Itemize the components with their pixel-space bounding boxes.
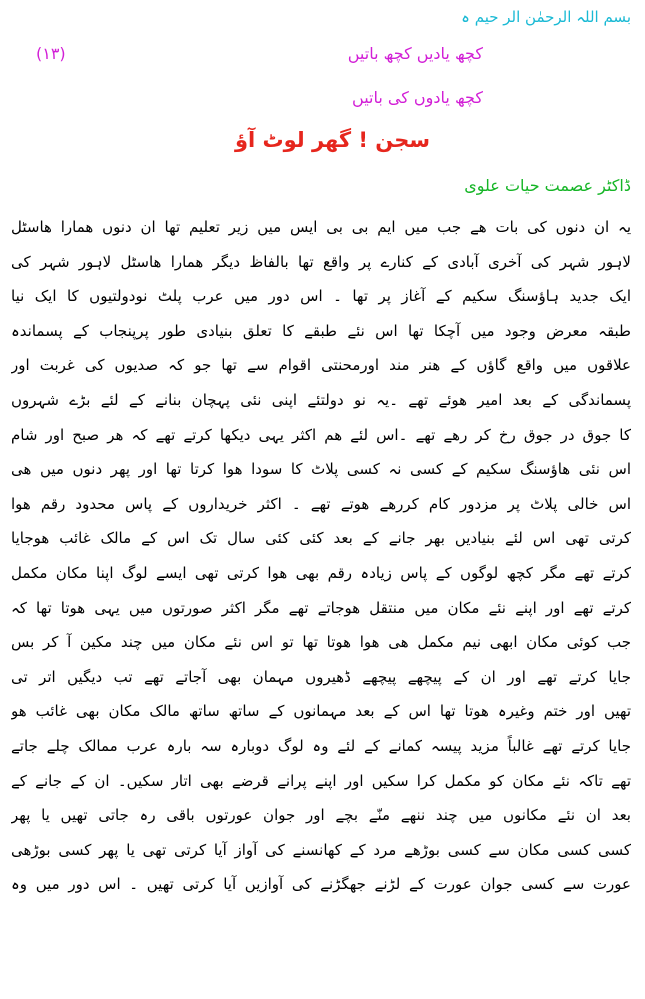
body-line: عورت سے کسی جوان عورت کے لڑنے جھگڑنے کی آوازیں آیا کرتی تھیں ۔ اس دور میں وہ <box>11 875 631 894</box>
series-title: کچھ یادیں کچھ باتیں <box>347 44 483 63</box>
body-line: تھے تاکہ نئے مکان کو مکمل کرا سکیں اور اپنے پرانے قرضے بھی اتار سکیں۔ ان کے جانے کے <box>11 771 631 790</box>
body-line: کسی کسی مکان سے کسی بوڑھے مرد کے کھانسنے کی آواز آیا کرتی تھی یا پھر کسی بوڑھی <box>11 840 631 859</box>
body-line: جب کوئی مکان ابھی نیم مکمل ھی ھوا ھوتا تھا تو اس نئے مکان میں چند مکین آ کر بس <box>11 633 631 652</box>
body-line: اس نئی ھاؤسنگ سکیم کے کسی نہ کسی پلاٹ کا سودا ھوا کرتا تھا اور پھر دنوں میں ھی <box>11 460 631 479</box>
bismillah-heading: بسم اللہ الرحمٰن الر حیم ہ <box>461 8 631 26</box>
body-line: تھیں اور ختم وغیرہ ھوتا تھا اس کے بعد مہمانوں کے ساتھ ساتھ مالک مکان بھی غائب ھو <box>11 702 631 721</box>
body-line: بعد ان نئے مکانوں میں چند ننھے منّے بچے اور جوان عورتوں باقی رہ جاتی تھیں یا پھر <box>11 806 631 825</box>
series-number: (۱۳) <box>36 44 66 63</box>
body-line: پسماندگی کے بعد امیر ھوئے تھے ۔یہ نو دولتئے اپنی نئی پہچان بنانے کے لئے بڑے شہروں <box>11 390 631 409</box>
body-line: علاقوں میں واقع گاؤں کے ھنر مند اورمحنتی اقوام سے تھا جو کہ صدیوں کی غربت اور <box>11 356 631 375</box>
author-name: ڈاکٹر عصمت حیات علوی <box>464 176 631 195</box>
body-line: کرتے تھے اور اپنے نئے مکان میں منتقل ھوجاتے تھے مگر اکثر صورتوں میں یہی ھوتا تھا کہ <box>11 598 631 617</box>
body-line: لاہور شہر کی آخری آبادی کے کنارے پر واقع تھا بالفاظ دیگر ھمارا ھاسٹل لاہور شہر کی <box>11 252 631 271</box>
body-line: کا جوق در جوق رخ کر رھے تھے ۔اس لئے ھم اکثر یہی دیکھا کرتے تھے کہ ھر صبح اور شام <box>11 425 631 444</box>
article-title: سجن ! گھر لوٹ آؤ <box>234 128 430 152</box>
body-line: یہ ان دنوں کی بات ھے جب میں ایم بی بی ایس میں زیر تعلیم تھا ان دنوں ھمارا ھاسٹل <box>11 218 631 236</box>
body-line: کرتے تھے مگر کچھ لوگوں کے پاس زیادہ رقم بھی ھوا کرتی تھی ایسے لوگ اپنا مکان مکمل <box>11 563 631 582</box>
body-line: اس خالی پلاٹ پر مزدور کام کررھے ھوتے تھے ۔ اکثر خریداروں کے پاس محدود رقم ھوا <box>11 494 631 513</box>
series-subtitle: کچھ یادوں کی باتیں <box>352 88 483 107</box>
body-line: جایا کرتے تھے اور ان کے پیچھے پیچھے ڈھیروں مہمان بھی آجاتے تھے تب دیگیں اتر تی <box>11 667 631 686</box>
body-line: ایک جدید ہاؤسنگ سکیم کے آغاز پر تھا ۔ اس دور میں عرب پلٹ نودولتیوں کا ایک نیا <box>11 287 631 306</box>
body-line: طبقہ معرض وجود میں آچکا تھا اس نئے طبقے کا تعلق بنیادی طور پرپنجاب کے پسماندہ <box>11 321 631 340</box>
article-body <box>11 212 631 904</box>
body-line: جایا کرتے تھے غالباً مزید پیسہ کمانے کے لئے وہ لوگ دوبارہ سہ بارہ عرب ممالک چلے جاتے <box>11 736 631 755</box>
body-line: کرتی تھی اس لئے بنیادیں بھر جانے کے بعد کئی کئی سال تک اس کے مالک غائب ھوجایا <box>11 529 631 548</box>
